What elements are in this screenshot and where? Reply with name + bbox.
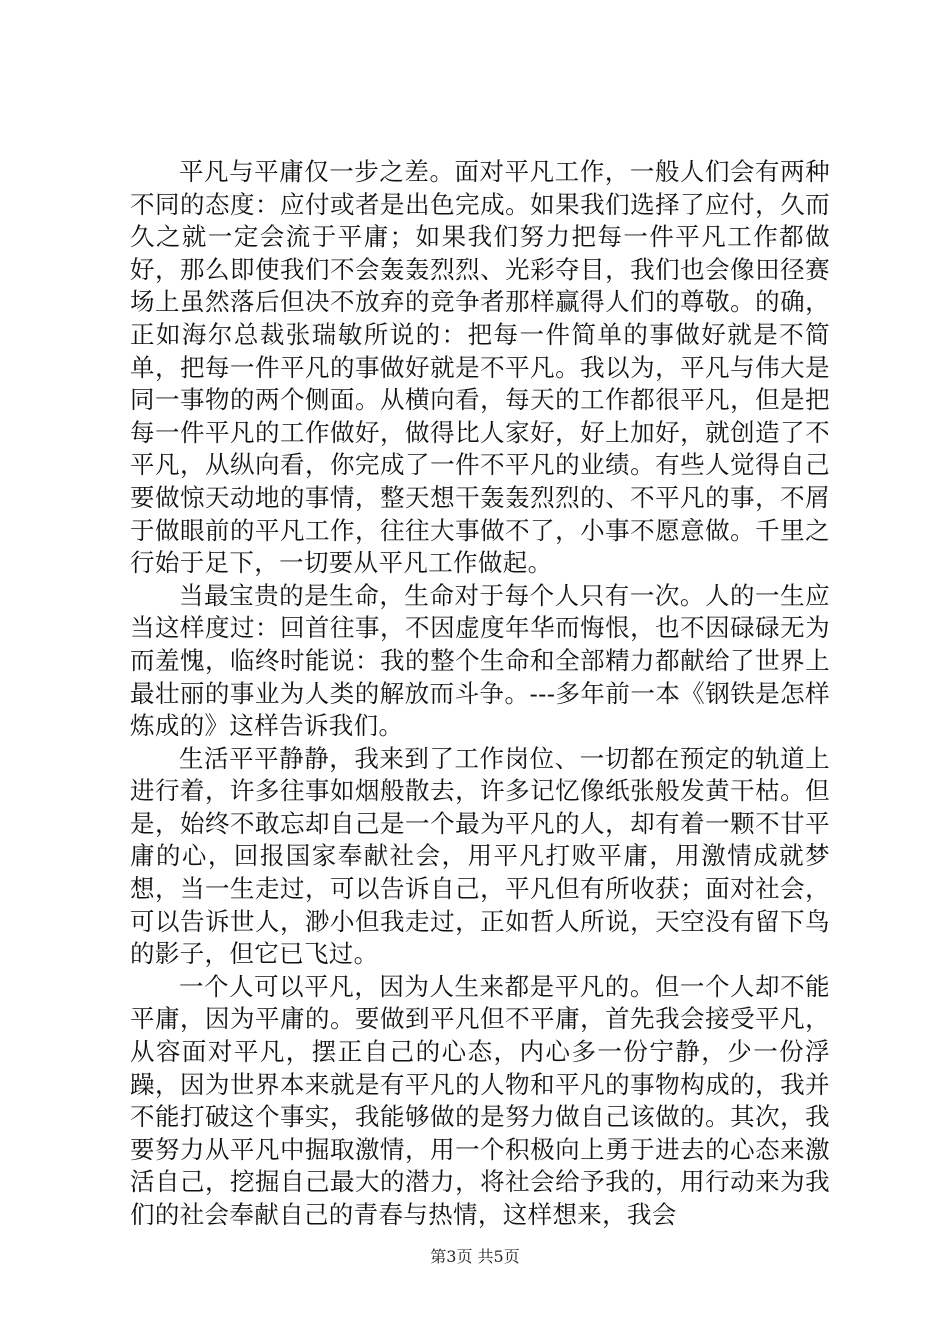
- paragraph-3: 生活平平静静，我来到了工作岗位、一切都在预定的轨道上进行着，许多往事如烟般散去，许多记忆像纸张般发黄干枯。但是，始终不敢忘却自己是一个最为平凡的人，却有着一颗不甘平庸的心，回报国家奉献社会，用平凡打败平庸，用激情成就梦想，当一生走过，可以告诉自己，平凡但有所收获；面对社会，可以告诉世人，渺小但我走过，正如哲人所说，天空没有留下鸟的影子，但它已飞过。: [130, 743, 830, 969]
- paragraph-4: 一个人可以平凡，因为人生来都是平凡的。但一个人却不能平庸，因为平庸的。要做到平凡但不平庸，首先我会接受平凡，从容面对平凡，摆正自己的心态，内心多一份宁静，少一份浮躁，因为世界本来就是有平凡的人物和平凡的事物构成的，我并不能打破这个事实，我能够做的是努力做自己该做的。其次，我要努力从平凡中掘取激情，用一个积极向上勇于进去的心态来激活自己，挖掘自己最大的潜力，将社会给予我的，用行动来为我们的社会奉献自己的青春与热情，这样想来，我会: [130, 971, 830, 1229]
- document-body: [130, 156, 830, 1232]
- paragraph-2: 当最宝贵的是生命，生命对于每个人只有一次。人的一生应当这样度过：回首往事，不因虚度年华而悔恨，也不因碌碌无为而羞愧，临终时能说：我的整个生命和全部精力都献给了世界上最壮丽的事业为人类的解放而斗争。---多年前一本《钢铁是怎样炼成的》这样告诉我们。: [130, 580, 830, 741]
- page-number: 第3页 共5页: [430, 1247, 520, 1266]
- page-footer: [0, 1246, 950, 1268]
- paragraph-1: 平凡与平庸仅一步之差。面对平凡工作，一般人们会有两种不同的态度：应付或者是出色完成。如果我们选择了应付，久而久之就一定会流于平庸；如果我们努力把每一件平凡工作都做好，那么即使我们不会轰轰烈烈、光彩夺目，我们也会像田径赛场上虽然落后但决不放弃的竞争者那样赢得人们的尊敬。的确，正如海尔总裁张瑞敏所说的：把每一件简单的事做好就是不简单，把每一件平凡的事做好就是不平凡。我以为，平凡与伟大是同一事物的两个侧面。从横向看，每天的工作都很平凡，但是把每一件平凡的工作做好，做得比人家好，好上加好，就创造了不平凡，从纵向看，你完成了一件不平凡的业绩。有些人觉得自己要做惊天动地的事情，整天想干轰轰烈烈的、不平凡的事，不屑于做眼前的平凡工作，往往大事做不了，小事不愿意做。千里之行始于足下，一切要从平凡工作做起。: [130, 157, 830, 578]
